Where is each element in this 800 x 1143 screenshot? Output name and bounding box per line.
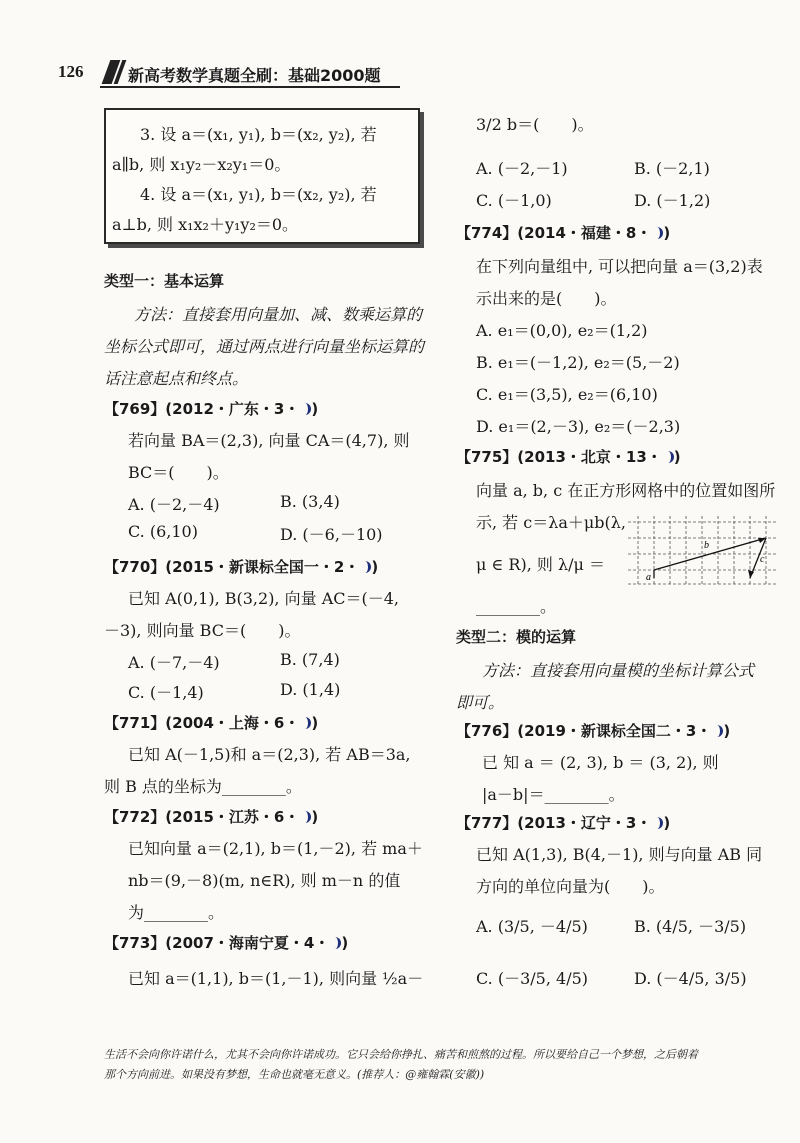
difficulty-icon — [662, 451, 674, 463]
q777-option-d: D. (－4/5, 3/5) — [634, 969, 747, 988]
q770-line-1: 已知 A(0,1), B(3,2), 向量 AC＝(－4, — [128, 589, 399, 608]
q772-line-1: 已知向量 a＝(2,1), b＝(1,－2), 若 ma＋ — [128, 839, 423, 858]
q770-option-a: A. (－7,－4) — [128, 653, 220, 672]
q774-line-2: 示出来的是( )。 — [476, 289, 617, 308]
q773-line-1: 已知 a＝(1,1), b＝(1,－1), 则向量 ½a－ — [128, 969, 424, 988]
difficulty-icon — [651, 227, 663, 239]
method-line-3: 话注意起点和终点。 — [104, 369, 249, 388]
label-b: b — [704, 540, 709, 551]
q775-line-3: μ ∈ R), 则 λ/μ ＝ — [476, 555, 605, 574]
q771-header: 【771】(2004・上海・6・ ) — [104, 714, 319, 732]
box-line-3: 4. 设 a＝(x₁, y₁), b＝(x₂, y₂), 若 — [140, 185, 377, 204]
q774-option-a: A. e₁＝(0,0), e₂＝(1,2) — [476, 321, 648, 340]
q769-option-c: C. (6,10) — [128, 522, 198, 541]
footer-quote-line-2: 那个方向前进。如果没有梦想，生命也就毫无意义。(推荐人：@雍翰霖(安徽)) — [104, 1068, 485, 1081]
q771-line-2: 则 B 点的坐标为________。 — [104, 777, 302, 796]
q773-line-2: 3/2 b＝( )。 — [476, 115, 594, 134]
q774-header: 【774】(2014・福建・8・ ) — [456, 224, 671, 242]
q776-line-1: 已 知 a ＝ (2, 3), b ＝ (3, 2), 则 — [482, 753, 719, 772]
difficulty-icon — [299, 811, 311, 823]
q770-line-2: －3), 则向量 BC＝( )。 — [104, 621, 301, 640]
label-c: c — [760, 554, 765, 565]
type2-method-line-1: 方法：直接套用向量模的坐标计算公式 — [482, 661, 755, 680]
q774-option-d: D. e₁＝(2,－3), e₂＝(－2,3) — [476, 417, 681, 436]
page-number: 126 — [58, 62, 84, 81]
q777-option-c: C. (－3/5, 4/5) — [476, 969, 589, 988]
q770-option-b: B. (7,4) — [280, 650, 340, 669]
q773-option-d: D. (－1,2) — [634, 191, 711, 210]
q773-header: 【773】(2007・海南宁夏・4・ ) — [104, 934, 349, 952]
q769-option-a: A. (－2,－4) — [128, 495, 220, 514]
difficulty-icon — [329, 937, 341, 949]
q777-option-b: B. (4/5, －3/5) — [634, 917, 747, 936]
q769-header: 【769】(2012・广东・3・ ) — [104, 400, 319, 418]
box-line-4: a⊥b, 则 x₁x₂＋y₁y₂＝0。 — [112, 215, 299, 234]
q772-line-2: nb＝(9,－8)(m, n∈R), 则 m－n 的值 — [128, 871, 401, 890]
q777-line-1: 已知 A(1,3), B(4,－1), 则与向量 AB 同 — [476, 845, 763, 864]
q773-option-b: B. (－2,1) — [634, 159, 710, 178]
difficulty-icon — [651, 817, 663, 829]
q770-option-d: D. (1,4) — [280, 680, 341, 699]
box-line-1: 3. 设 a＝(x₁, y₁), b＝(x₂, y₂), 若 — [140, 125, 377, 144]
difficulty-icon — [711, 725, 723, 737]
q769-option-b: B. (3,4) — [280, 492, 340, 511]
formula-box — [104, 108, 420, 244]
q769-line-1: 若向量 BA＝(2,3), 向量 CA＝(4,7), 则 — [128, 431, 410, 450]
q776-line-2: |a－b|＝________。 — [482, 785, 625, 804]
q777-header: 【777】(2013・辽宁・3・ ) — [456, 814, 671, 832]
method-line-2: 坐标公式即可，通过两点进行向量坐标运算的 — [104, 337, 425, 356]
section-title-type2: 类型二：模的运算 — [456, 628, 577, 646]
q770-header: 【770】(2015・新课标全国一・2・ ) — [104, 558, 379, 576]
q775-line-2: 示, 若 c＝λa＋μb(λ, — [476, 513, 627, 532]
label-a: a — [646, 572, 651, 583]
section-title-type1: 类型一：基本运算 — [104, 272, 225, 290]
q775-header: 【775】(2013・北京・13・ ) — [456, 448, 681, 466]
q775-line-1: 向量 a, b, c 在正方形网格中的位置如图所 — [476, 481, 776, 500]
difficulty-icon — [299, 717, 311, 729]
vector-grid-figure — [628, 516, 778, 586]
difficulty-icon — [359, 561, 371, 573]
q774-option-c: C. e₁＝(3,5), e₂＝(6,10) — [476, 385, 658, 404]
q773-option-c: C. (－1,0) — [476, 191, 552, 210]
q773-option-a: A. (－2,－1) — [476, 159, 568, 178]
box-line-2: a∥b, 则 x₁y₂－x₂y₁＝0。 — [112, 155, 291, 174]
q775-line-4: ________。 — [476, 597, 557, 616]
q774-option-b: B. e₁＝(－1,2), e₂＝(5,－2) — [476, 353, 680, 372]
q777-line-2: 方向的单位向量为( )。 — [476, 877, 665, 896]
q772-header: 【772】(2015・江苏・6・ ) — [104, 808, 319, 826]
q772-line-3: 为________。 — [128, 903, 225, 922]
header-rule — [100, 86, 400, 88]
q777-option-a: A. (3/5, －4/5) — [476, 917, 588, 936]
type2-method-line-2: 即可。 — [456, 693, 505, 712]
method-line-1: 方法：直接套用向量加、减、数乘运算的 — [134, 305, 423, 324]
q774-line-1: 在下列向量组中, 可以把向量 a＝(3,2)表 — [476, 257, 763, 276]
difficulty-icon — [299, 403, 311, 415]
q769-line-2: BC＝( )。 — [128, 463, 229, 482]
q769-option-d: D. (－6,－10) — [280, 525, 383, 544]
book-title: 新高考数学真题全刷：基础2000题 — [128, 66, 381, 85]
footer-quote-line-1: 生活不会向你许诺什么，尤其不会向你许诺成功。它只会给你挣扎、痛苦和煎熬的过程。所以要给自己一个梦想，之后朝着 — [104, 1048, 698, 1061]
q771-line-1: 已知 A(－1,5)和 a＝(2,3), 若 AB＝3a, — [128, 745, 411, 764]
q770-option-c: C. (－1,4) — [128, 683, 204, 702]
q776-header: 【776】(2019・新课标全国二・3・ ) — [456, 722, 731, 740]
